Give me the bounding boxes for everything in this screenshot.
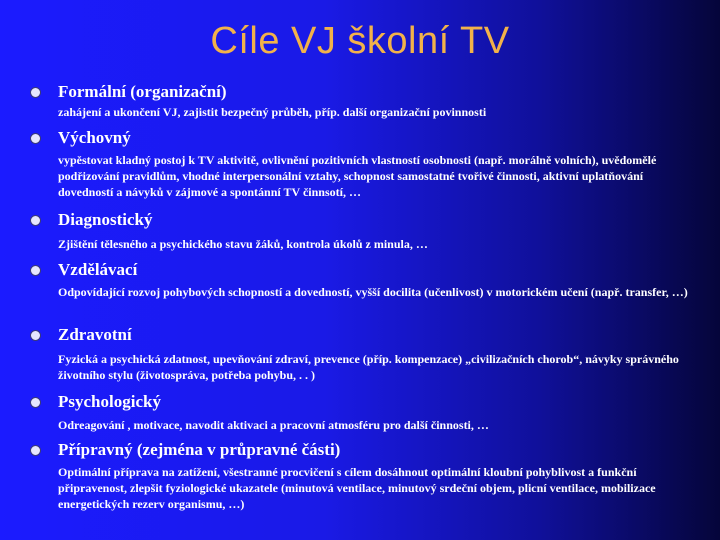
bullet-icon — [30, 133, 41, 144]
item-description: Fyzická a psychická zdatnost, upevňování zdraví, prevence (příp. kompenzace) „civilizačních chorob“, návyky správného životního stylu (životospráva, potřeba pohybu, . . ) — [58, 352, 679, 382]
item-heading: Výchovný — [58, 128, 131, 147]
bullet-icon — [30, 330, 41, 341]
item-description: Zjištění tělesného a psychického stavu žáků, kontrola úkolů z minula, … — [58, 237, 428, 251]
item-description: zahájení a ukončení VJ, zajistit bezpečný průběh, příp. další organizační povinnosti — [58, 105, 487, 119]
item-heading: Přípravný (zejména v průpravné části) — [58, 440, 341, 459]
item-description: vypěstovat kladný postoj k TV aktivitě, ovlivnění pozitivních vlastností osobnosti (např. morálně volních), uvědomělé podřizování pravidlům, vhodné interpersonální vztahy, schopnost samostatné tvořivé činnosti, aktivní uplatňování dovedností a návyků v zájmové a spontánní TV činnsotí, … — [58, 153, 657, 199]
item-heading: Formální (organizační) — [58, 82, 227, 101]
bullet-icon — [30, 215, 41, 226]
bullet-icon — [30, 265, 41, 276]
bullet-icon — [30, 445, 41, 456]
item-description: Odreagování , motivace, navodit aktivaci a pracovní atmosféru pro další činnosti, … — [58, 418, 489, 432]
item-description: Odpovídající rozvoj pohybových schopností a dovedností, vyšší docilita (učenlivost) v motorickém učení (např. transfer, …) — [58, 285, 688, 299]
bullet-icon — [30, 397, 41, 408]
slide-title: Cíle VJ školní TV — [210, 20, 510, 62]
bullet-icon — [30, 87, 41, 98]
item-heading: Psychologický — [58, 392, 161, 411]
item-description: Optimální příprava na zatížení, všestranné procvičení s cílem dosáhnout optimální kloubní pohyblivost a funkční připravenost, zlepšit fyziologické ukazatele (minutová ventilace, minutový srdeční objem, plicní ventilace, mobilizace energetických rezerv organismu, …) — [58, 465, 656, 511]
item-heading: Vzdělávací — [58, 260, 138, 279]
item-heading: Zdravotní — [58, 325, 132, 344]
item-heading: Diagnostický — [58, 210, 153, 229]
